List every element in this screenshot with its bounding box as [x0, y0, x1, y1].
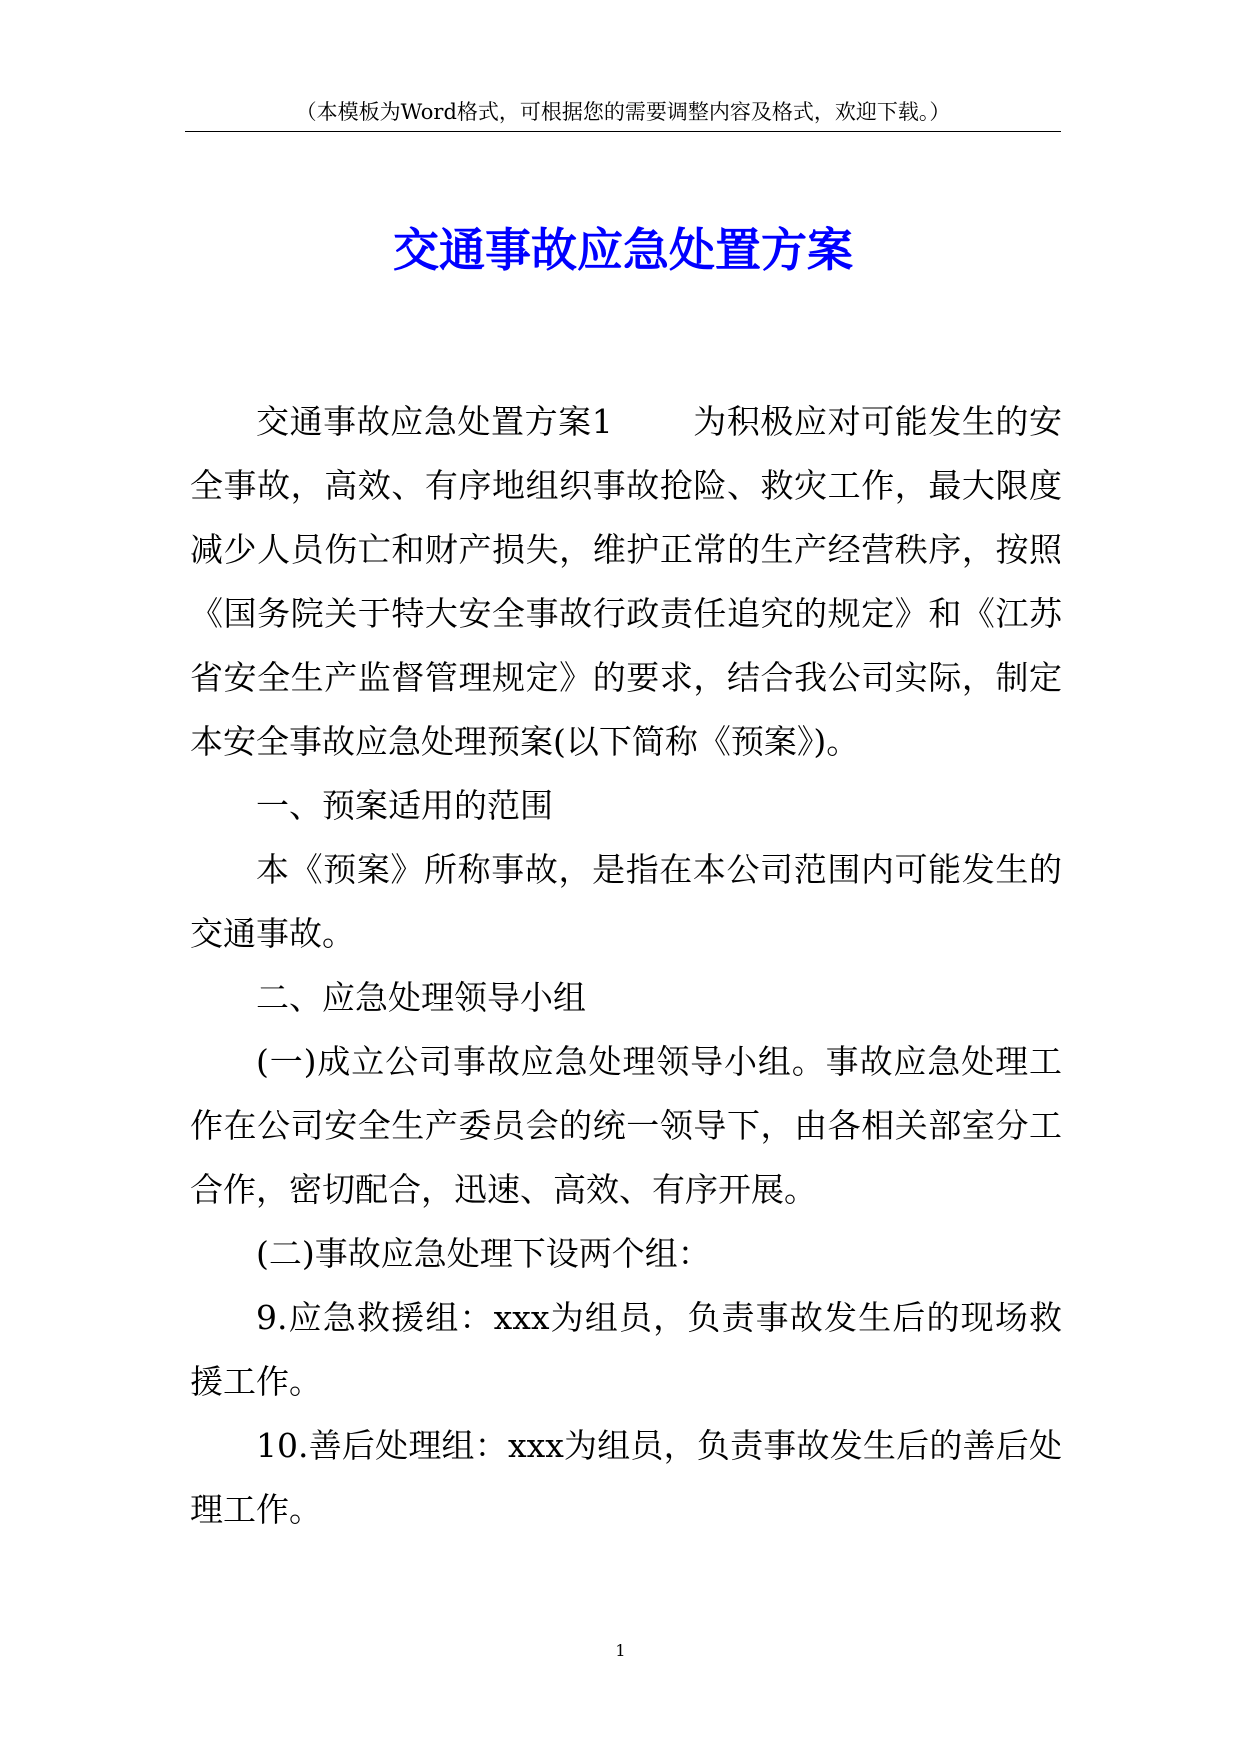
paragraph-subgroups: (二)事故应急处理下设两个组：: [256, 1234, 711, 1273]
list-item-aftermath-group: 10.善后处理组：xxx为组员，负责事故发生后的善后处理工作。: [190, 1426, 1062, 1529]
header-divider: [185, 131, 1061, 132]
paragraph-leadership-group: (一)成立公司事故应急处理领导小组。事故应急处理工作在公司安全生产委员会的统一领导下，由各相关部室分工合作，密切配合，迅速、高效、有序开展。: [190, 1042, 1062, 1209]
page-number: 1: [615, 1641, 626, 1660]
paragraph-intro: [190, 390, 1062, 774]
header-note: （本模板为Word格式，可根据您的需要调整内容及格式，欢迎下载。）: [295, 100, 951, 124]
document-body: [190, 390, 1062, 1542]
intro-label: 交通事故应急处置方案1: [256, 402, 613, 441]
document-title: 交通事故应急处置方案: [393, 223, 853, 277]
list-item-rescue-group: 9.应急救援组：xxx为组员，负责事故发生后的现场救援工作。: [190, 1298, 1062, 1401]
intro-text: 为积极应对可能发生的安全事故，高效、有序地组织事故抢险、救灾工作，最大限度减少人员伤亡和财产损失，维护正常的生产经营秩序，按照《国务院关于特大安全事故行政责任追究的规定》和《江苏省安全生产监督管理规定》的要求，结合我公司实际，制定本安全事故应急处理预案(以下简称《预案》)。: [190, 402, 1063, 761]
section-heading-scope: 一、预案适用的范围: [256, 786, 553, 825]
section-heading-leadership: 二、应急处理领导小组: [256, 978, 586, 1017]
paragraph-scope: 本《预案》所称事故，是指在本公司范围内可能发生的交通事故。: [190, 850, 1062, 953]
